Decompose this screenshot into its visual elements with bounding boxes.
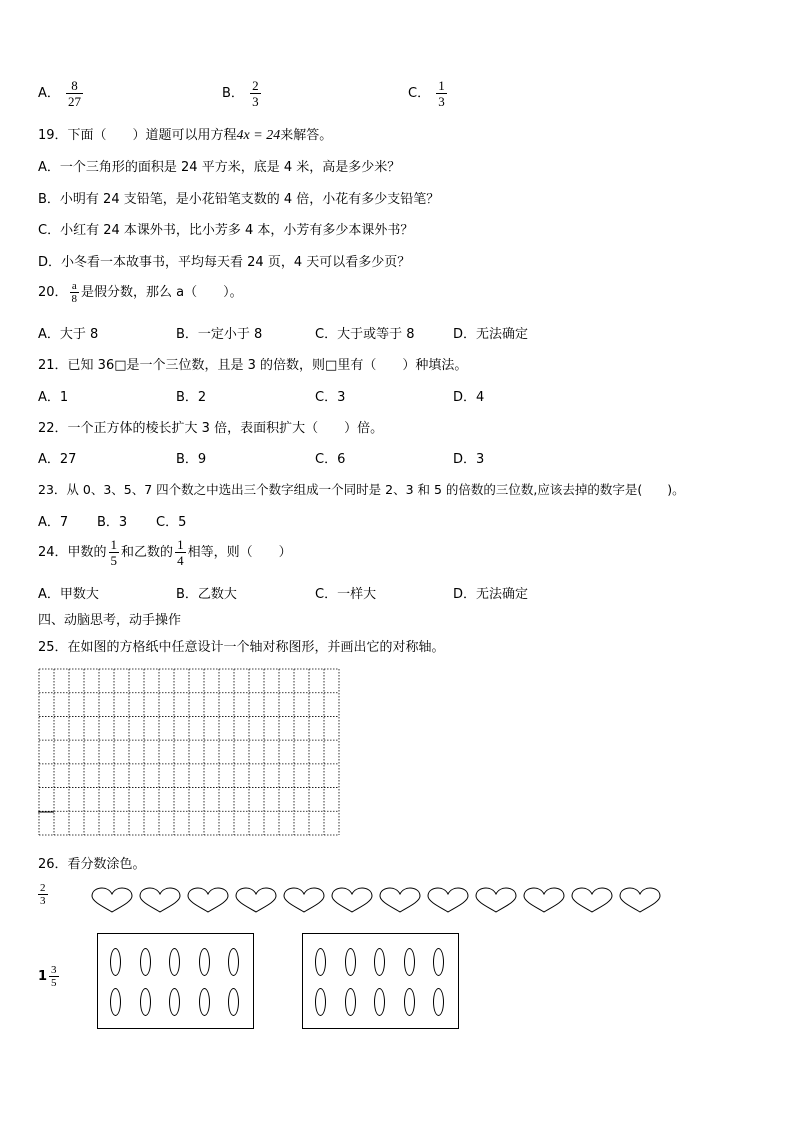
q20-option-d: D．无法确定: [453, 327, 529, 342]
heart-shape[interactable]: [620, 888, 660, 912]
q22-option-a: A．27: [38, 452, 77, 467]
oval-shape[interactable]: [199, 948, 210, 976]
q23-option-b: B．3: [97, 515, 128, 530]
q24-option-d: D．无法确定: [453, 587, 529, 602]
heart-shape[interactable]: [92, 888, 132, 912]
q21-option-b: B．2: [176, 390, 207, 405]
oval-shape[interactable]: [228, 988, 239, 1016]
oval-shape[interactable]: [199, 988, 210, 1016]
q22-option-b: B．9: [176, 452, 207, 467]
q21-option-c: C．3: [315, 390, 346, 405]
question-19: 19．下面（ ）道题可以用方程4x = 24来解答。: [38, 128, 333, 143]
grid-paper[interactable]: [38, 668, 340, 840]
oval-shape[interactable]: [433, 948, 444, 976]
equation: 4x = 24: [236, 128, 281, 143]
fraction: $\frac{1}{5}$: [110, 537, 118, 568]
question-23: 23．从 0、3、5、7 四个数之中选出三个数字组成一个同时是 2、3 和 5 的倍数的三位数,应该去掉的数字是( )。: [38, 482, 685, 497]
heart-shape[interactable]: [524, 888, 564, 912]
q19-option-a: A．一个三角形的面积是 24 平方米，底是 4 米，高是多少米？: [38, 160, 401, 175]
oval-shape[interactable]: [404, 948, 415, 976]
oval-box-1[interactable]: [97, 933, 254, 1029]
question-26: 26．看分数涂色。: [38, 857, 146, 872]
question-24: 24．甲数的 $\frac{1}{5}$ 和乙数的 $\frac{1}{4}$ 相等，则（ ）: [38, 537, 292, 568]
q20-option-b: B．一定小于 8: [176, 327, 263, 342]
q19-option-b: B．小明有 24 支铅笔，是小花铅笔支数的 4 倍，小花有多少支铅笔？: [38, 192, 440, 207]
q20-option-a: A．大于 8: [38, 327, 99, 342]
hearts-row[interactable]: [90, 886, 670, 920]
q23-option-a: A．7: [38, 515, 69, 530]
mixed-fraction-one-and-three-fifths: 1 $\frac{3}{5}$: [38, 964, 57, 989]
oval-shape[interactable]: [315, 948, 326, 976]
fraction: $\frac{8}{27}$: [68, 78, 82, 109]
heart-shape[interactable]: [188, 888, 228, 912]
fraction: $\frac{1}{3}$: [438, 78, 445, 109]
q19-option-d: D．小冬看一本故事书，平均每天看 24 页，4 天可以看多少页？: [38, 255, 411, 270]
heart-shape[interactable]: [284, 888, 324, 912]
oval-shape[interactable]: [110, 948, 121, 976]
heart-shape[interactable]: [380, 888, 420, 912]
oval-shape[interactable]: [374, 988, 385, 1016]
q22-option-d: D．3: [453, 452, 485, 467]
oval-shape[interactable]: [169, 948, 180, 976]
oval-shape[interactable]: [110, 988, 121, 1016]
heart-shape[interactable]: [428, 888, 468, 912]
q18-option-b: B． $\frac{2}{3}$: [222, 78, 259, 109]
heart-shape[interactable]: [140, 888, 180, 912]
fraction: $\frac{1}{4}$: [177, 537, 184, 568]
oval-shape[interactable]: [345, 988, 356, 1016]
oval-shape[interactable]: [315, 988, 326, 1016]
oval-shape[interactable]: [374, 948, 385, 976]
q22-option-c: C．6: [315, 452, 346, 467]
heart-shape[interactable]: [236, 888, 276, 912]
q18-option-c: C． $\frac{1}{3}$: [408, 78, 445, 109]
oval-shape[interactable]: [228, 948, 239, 976]
oval-shape[interactable]: [433, 988, 444, 1016]
fraction: $\frac{2}{3}$: [252, 78, 259, 109]
q19-option-c: C．小红有 24 本课外书，比小芳多 4 本，小芳有多少本课外书？: [38, 223, 414, 238]
oval-shape[interactable]: [345, 948, 356, 976]
oval-shape[interactable]: [140, 948, 151, 976]
oval-shape[interactable]: [169, 988, 180, 1016]
question-21: 21．已知 36□是一个三位数，且是 3 的倍数，则□里有（ ）种填法。: [38, 358, 468, 373]
q24-option-c: C．一样大: [315, 587, 377, 602]
heart-shape[interactable]: [476, 888, 516, 912]
fraction-two-thirds: $\frac{2}{3}$: [40, 882, 46, 907]
heart-shape[interactable]: [572, 888, 612, 912]
q24-option-b: B．乙数大: [176, 587, 237, 602]
q21-option-d: D．4: [453, 390, 485, 405]
q24-option-a: A．甲数大: [38, 587, 99, 602]
heart-shape[interactable]: [332, 888, 372, 912]
q18-option-a: A． $\frac{8}{27}$: [38, 78, 82, 109]
question-25: 25．在如图的方格纸中任意设计一个轴对称图形，并画出它的对称轴。: [38, 640, 445, 655]
question-20: 20． $\frac{a}{8}$ 是假分数，那么 a（ ）。: [38, 280, 243, 305]
q21-option-a: A．1: [38, 390, 69, 405]
q20-option-c: C．大于或等于 8: [315, 327, 415, 342]
question-22: 22．一个正方体的棱长扩大 3 倍，表面积扩大（ ）倍。: [38, 421, 384, 436]
oval-box-2[interactable]: [302, 933, 459, 1029]
fraction: $\frac{a}{8}$: [71, 280, 78, 305]
q23-option-c: C．5: [156, 515, 187, 530]
oval-shape[interactable]: [140, 988, 151, 1016]
section-heading: 四、动脑思考，动手操作: [38, 613, 182, 628]
oval-shape[interactable]: [404, 988, 415, 1016]
